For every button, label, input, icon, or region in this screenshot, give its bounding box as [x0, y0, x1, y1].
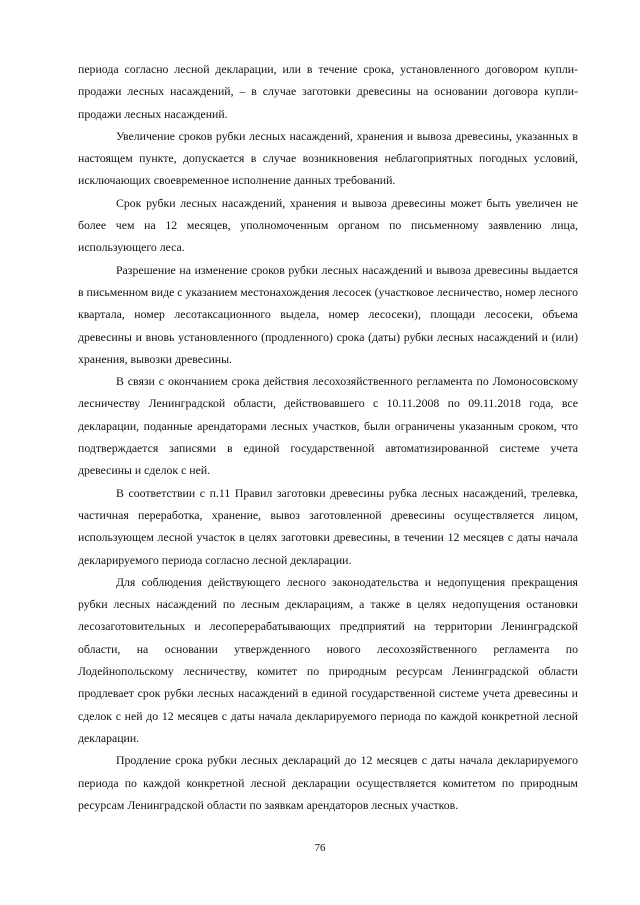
paragraph: Для соблюдения действующего лесного законодательства и недопущения прекращения рубки лесных насаждений по лесным декларациям, а также в целях недопущения остановки лесозаготовительных и лесоперерабатывающих предприятий на территории Ленинградской области, на основании утвержденного нового лесохозяйственного регламента по Лодейнопольскому лесничеству, комитет по природным ресурсам Ленинградской области продлевает срок рубки лесных насаждений в единой государственной системе учета древесины и сделок с ней до 12 месяцев с даты начала декларируемого периода по каждой конкретной лесной декларации. — [78, 574, 578, 745]
paragraph: В связи с окончанием срока действия лесохозяйственного регламента по Ломоносовскому лесничеству Ленинградской области, действовавшего с 10.11.2008 по 09.11.2018 года, все декларации, поданные арендаторами лесных участков, были ограничены указанным сроком, что подтверждается записями в единой государственной автоматизированной системе учета древесины и сделок с ней. — [78, 374, 578, 478]
body-text — [78, 58, 578, 816]
paragraph: В соответствии с п.11 Правил заготовки древесины рубка лесных насаждений, трелевка, частичная переработка, хранение, вывоз заготовленной древесины осуществляется лицом, использующем лесной участок в целях заготовки древесины, в течении 12 месяцев с даты начала декларируемого периода согласно лесной декларации. — [78, 485, 578, 567]
paragraph-continued: периода согласно лесной декларации, или в течение срока, установленного договором купли-продажи лесных насаждений, – в случае заготовки древесины на основании договора купли-продажи лесных насаждений. — [78, 62, 578, 121]
paragraph: Разрешение на изменение сроков рубки лесных насаждений и вывоза древесины выдается в письменном виде с указанием местонахождения лесосек (участковое лесничество, номер лесного квартала, номер лесотаксационного выдела, номер лесосеки), площади лесосеки, объема древесины и вновь установленного (продленного) срока (даты) рубки лесных насаждений и (или) хранения, вывозки древесины. — [78, 262, 578, 366]
paragraph: Срок рубки лесных насаждений, хранения и вывоза древесины может быть увеличен не более чем на 12 месяцев, уполномоченным органом по письменному заявлению лица, использующего леса. — [78, 195, 578, 255]
page-number: 76 — [314, 842, 326, 854]
paragraph: Продление срока рубки лесных деклараций до 12 месяцев с даты начала декларируемого периода по каждой конкретной лесной декларации осуществляется комитетом по природным ресурсам Ленинградской области по заявкам арендаторов лесных участков. — [78, 753, 578, 812]
paragraph: Увеличение сроков рубки лесных насаждений, хранения и вывоза древесины, указанных в настоящем пункте, допускается в случае возникновения неблагоприятных погодных условий, исключающих своевременное исполнение данных требований. — [78, 128, 578, 188]
